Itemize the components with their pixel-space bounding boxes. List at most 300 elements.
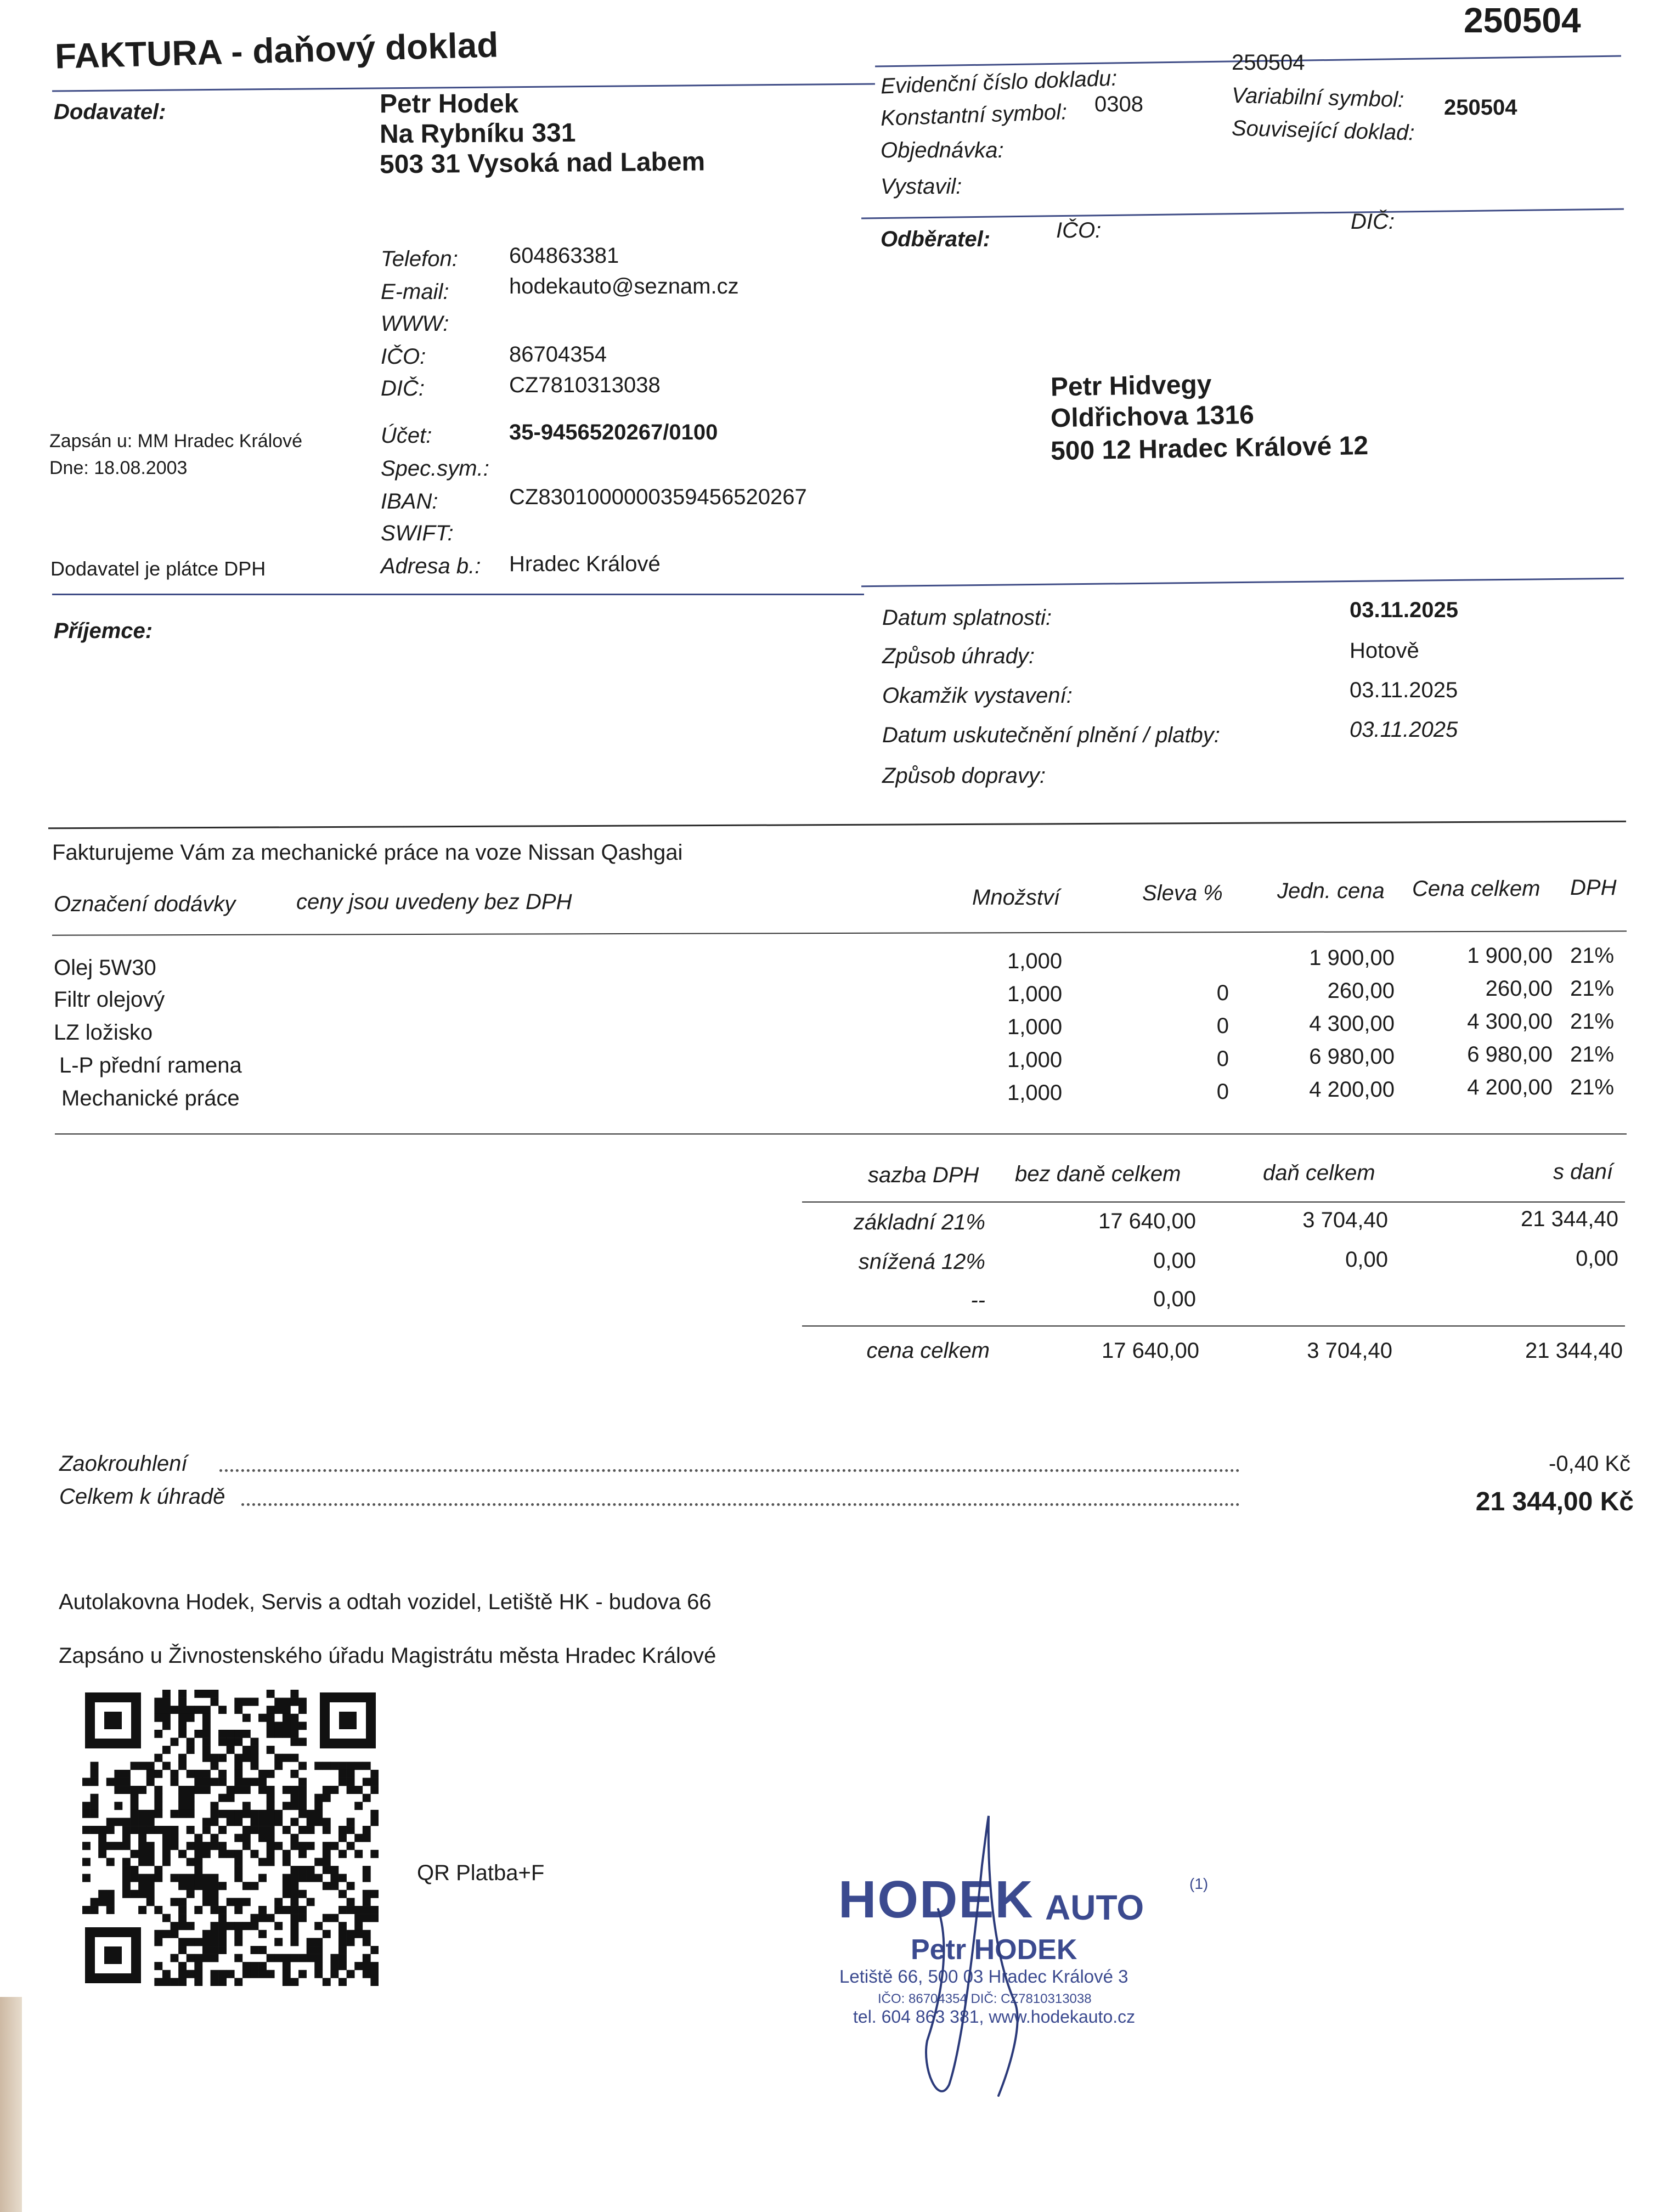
qr-module [290, 1722, 298, 1730]
qr-module [298, 1802, 307, 1810]
qr-module [298, 1970, 307, 1978]
qr-module [258, 1714, 267, 1722]
qr-module [178, 1850, 187, 1858]
item-unit-price: 4 300,00 [1309, 1012, 1395, 1036]
qr-module [138, 1850, 146, 1858]
qr-module [178, 1978, 187, 1986]
qr-module [242, 1826, 251, 1834]
qr-module [218, 1882, 227, 1890]
col-designation: Označení dodávky [54, 892, 236, 916]
qr-module [82, 1858, 91, 1866]
qr-module [138, 1890, 146, 1898]
qr-module [211, 1802, 219, 1810]
qr-module [194, 1906, 202, 1914]
qr-module [106, 1906, 115, 1914]
item-discount: 0 [1216, 1014, 1229, 1038]
qr-module [138, 1858, 146, 1866]
contact-label: Adresa b.: [381, 554, 481, 578]
qr-module [370, 1978, 379, 1986]
vat-total-rule [802, 1325, 1625, 1327]
qr-module [162, 1698, 171, 1706]
qr-module [227, 1970, 235, 1978]
qr-module [131, 1818, 139, 1826]
qr-module [178, 1762, 187, 1770]
qr-module [274, 1810, 283, 1818]
item-name: Olej 5W30 [54, 956, 156, 980]
qr-module [330, 1866, 338, 1874]
qr-module [250, 1914, 258, 1922]
qr-module [202, 1898, 211, 1906]
qr-module [178, 1802, 187, 1810]
qr-module [91, 1762, 99, 1770]
qr-module [194, 1874, 202, 1882]
qr-module [154, 1706, 162, 1714]
qr-module [194, 1954, 202, 1962]
qr-module [283, 1954, 291, 1962]
iban: CZ8301000000359456520267 [509, 485, 807, 509]
qr-module [234, 1810, 242, 1818]
qr-module [323, 1786, 331, 1794]
qr-module [202, 1754, 211, 1762]
vat-rate: snížená 12% [858, 1250, 985, 1274]
qr-module [314, 1946, 323, 1954]
qr-module [274, 1698, 283, 1706]
qr-module [283, 1722, 291, 1730]
item-qty: 1,000 [1007, 1048, 1063, 1072]
qr-module [283, 1874, 291, 1882]
qr-module [290, 1906, 298, 1914]
qr-module [234, 1850, 242, 1858]
qr-module [234, 1978, 242, 1986]
qr-module [114, 1786, 122, 1794]
qr-module [138, 1818, 146, 1826]
qr-label: QR Platba+F [417, 1861, 545, 1885]
qr-module [227, 1818, 235, 1826]
qr-module [267, 1954, 275, 1962]
item-name: L-P přední ramena [59, 1053, 242, 1077]
stamp-brand-suffix: AUTO [1045, 1888, 1144, 1927]
qr-module [91, 1794, 99, 1802]
qr-module [290, 1874, 298, 1882]
due-total-value: 21 344,00 Kč [1475, 1487, 1634, 1516]
item-qty: 1,000 [1007, 1081, 1063, 1105]
qr-module [227, 1794, 235, 1802]
qr-module [122, 1858, 131, 1866]
qr-module [274, 1754, 283, 1762]
qr-module [298, 1722, 307, 1730]
qr-module [227, 1922, 235, 1930]
qr-module [146, 1810, 155, 1818]
qr-module [171, 1978, 179, 1986]
qr-module [242, 1922, 251, 1930]
supplier-rule [52, 594, 864, 595]
qr-module [354, 1850, 363, 1858]
customer-label: Odběratel: [881, 227, 991, 251]
qr-module [234, 1898, 242, 1906]
issue-date: 03.11.2025 [1350, 678, 1458, 702]
bank-account: 35-9456520267/0100 [509, 420, 718, 444]
qr-module [347, 1898, 355, 1906]
qr-module [162, 1914, 171, 1922]
qr-module [290, 1930, 298, 1938]
qr-module [187, 1826, 195, 1834]
qr-module [370, 1778, 379, 1786]
qr-module [314, 1802, 323, 1810]
qr-module [218, 1970, 227, 1978]
item-unit-price: 6 980,00 [1309, 1045, 1395, 1069]
qr-module [171, 1810, 179, 1818]
qr-module [194, 1866, 202, 1874]
qr-module [98, 1842, 106, 1850]
qr-module [178, 1922, 187, 1930]
qr-module [194, 1850, 202, 1858]
qr-module [131, 1826, 139, 1834]
qr-module [162, 1970, 171, 1978]
qr-module [314, 1794, 323, 1802]
order-label: Objednávka: [881, 138, 1004, 162]
col-total: Cena celkem [1412, 877, 1541, 901]
qr-module [194, 1962, 202, 1970]
qr-module [122, 1770, 131, 1778]
qr-module [154, 1770, 162, 1778]
qr-module [154, 1874, 162, 1882]
qr-module [267, 1810, 275, 1818]
qr-module [347, 1842, 355, 1850]
qr-module [178, 1786, 187, 1794]
qr-module [330, 1786, 338, 1794]
item-unit-price: 260,00 [1327, 979, 1395, 1003]
qr-module [274, 1762, 283, 1770]
qr-module [234, 1786, 242, 1794]
qr-module [338, 1770, 347, 1778]
qr-module [267, 1818, 275, 1826]
qr-module [338, 1778, 347, 1786]
qr-module [250, 1882, 258, 1890]
qr-module [211, 1754, 219, 1762]
qr-module [338, 1826, 347, 1834]
qr-module [354, 1906, 363, 1914]
qr-module [202, 1890, 211, 1898]
qr-module [298, 1762, 307, 1770]
qr-module [347, 1826, 355, 1834]
item-name: Mechanické práce [61, 1086, 240, 1110]
qr-module [283, 1730, 291, 1738]
rounding-label: Zaokrouhlení [59, 1452, 188, 1476]
qr-module [162, 1858, 171, 1866]
qr-module [138, 1762, 146, 1770]
qr-module [91, 1802, 99, 1810]
qr-module [234, 1954, 242, 1962]
qr-module [347, 1882, 355, 1890]
qr-module [274, 1922, 283, 1930]
supplier-name: Petr Hodek [380, 89, 519, 119]
vat-rate: základní 21% [853, 1210, 985, 1234]
col-unit-price: Jedn. cena [1277, 879, 1385, 903]
qr-module [202, 1722, 211, 1730]
item-discount: 0 [1216, 981, 1229, 1005]
qr-module [82, 1810, 91, 1818]
customer-name: Petr Hidvegy [1050, 370, 1212, 402]
qr-module [290, 1898, 298, 1906]
qr-module [370, 1946, 379, 1954]
qr-module [211, 1978, 219, 1986]
qr-module [314, 1874, 323, 1882]
contact-value: CZ7810313038 [509, 373, 661, 397]
qr-module [338, 1930, 347, 1938]
qr-module [114, 1770, 122, 1778]
qr-module [98, 1898, 106, 1906]
qr-module [354, 1922, 363, 1930]
qr-module [154, 1906, 162, 1914]
qr-module [187, 1802, 195, 1810]
qr-module [202, 1954, 211, 1962]
qr-module [218, 1938, 227, 1946]
contact-label: Účet: [381, 424, 432, 448]
vat-col-gross: s daní [1553, 1160, 1613, 1184]
qr-module [82, 1842, 91, 1850]
qr-module [290, 1738, 298, 1746]
qr-module [138, 1834, 146, 1842]
qr-module [122, 1866, 131, 1874]
vat-tax: 3 704,40 [1302, 1208, 1388, 1232]
col-discount: Sleva % [1142, 881, 1223, 905]
qr-module [274, 1898, 283, 1906]
qr-module [234, 1858, 242, 1866]
qr-module [211, 1946, 219, 1954]
due-total-label: Celkem k úhradě [59, 1485, 225, 1509]
contact-value: hodekauto@seznam.cz [509, 274, 739, 298]
item-qty: 1,000 [1007, 982, 1063, 1006]
qr-module [218, 1978, 227, 1986]
qr-module [298, 1794, 307, 1802]
registered-date: Dne: 18.08.2003 [49, 458, 188, 478]
qr-module [370, 1786, 379, 1794]
qr-module [338, 1938, 347, 1946]
qr-module [106, 1826, 115, 1834]
rounding-value: -0,40 Kč [1549, 1452, 1630, 1476]
qr-module [242, 1834, 251, 1842]
qr-module [187, 1882, 195, 1890]
qr-module [187, 1922, 195, 1930]
qr-module [242, 1698, 251, 1706]
qr-module [290, 1802, 298, 1810]
qr-module [314, 1962, 323, 1970]
qr-module [323, 1762, 331, 1770]
qr-module [91, 1906, 99, 1914]
qr-module [298, 1954, 307, 1962]
qr-module [338, 1962, 347, 1970]
invoice-number: 250504 [1464, 1, 1581, 40]
qr-module [187, 1858, 195, 1866]
contact-value: 604863381 [509, 244, 619, 268]
qr-module [354, 1962, 363, 1970]
qr-module [354, 1786, 363, 1794]
qr-module [330, 1882, 338, 1890]
qr-module [162, 1978, 171, 1986]
qr-module [290, 1754, 298, 1762]
qr-module [283, 1826, 291, 1834]
item-vat: 21% [1570, 1009, 1615, 1034]
qr-module [267, 1842, 275, 1850]
qr-module [187, 1746, 195, 1754]
qr-module [162, 1850, 171, 1858]
qr-module [258, 1906, 267, 1914]
qr-module [258, 1946, 267, 1954]
date-label: Datum splatnosti: [882, 606, 1052, 630]
qr-module [146, 1890, 155, 1898]
qr-module [258, 1818, 267, 1826]
item-total: 260,00 [1485, 977, 1553, 1001]
qr-module [154, 1802, 162, 1810]
qr-module [347, 1906, 355, 1914]
qr-module [250, 1826, 258, 1834]
qr-module [162, 1690, 171, 1698]
qr-module [298, 1738, 307, 1746]
qr-module [370, 1770, 379, 1778]
qr-module [131, 1850, 139, 1858]
due-date: 03.11.2025 [1350, 598, 1458, 622]
qr-module [274, 1938, 283, 1946]
vat-tax: 0,00 [1345, 1248, 1388, 1272]
qr-module [178, 1722, 187, 1730]
qr-module [307, 1898, 315, 1906]
qr-module [131, 1802, 139, 1810]
qr-module [338, 1954, 347, 1962]
vat-total-label: cena celkem [866, 1339, 990, 1363]
supplier-street: Na Rybníku 331 [379, 118, 576, 149]
qr-module [154, 1794, 162, 1802]
qr-module [267, 1770, 275, 1778]
qr-module [122, 1786, 131, 1794]
qr-module [178, 1690, 187, 1698]
qr-module [202, 1714, 211, 1722]
item-unit-price: 4 200,00 [1309, 1077, 1395, 1102]
customer-dic-label: DIČ: [1351, 210, 1395, 234]
footer-registration: Zapsáno u Živnostenského úřadu Magistrátu města Hradec Králové [59, 1644, 716, 1668]
qr-module [171, 1954, 179, 1962]
qr-module [187, 1954, 195, 1962]
qr-module [122, 1842, 131, 1850]
qr-module [298, 1786, 307, 1794]
qr-module [258, 1778, 267, 1786]
vat-payer-note: Dodavatel je plátce DPH [50, 557, 266, 580]
items-header-rule [52, 930, 1627, 936]
contact-label: WWW: [381, 312, 449, 336]
qr-module [202, 1818, 211, 1826]
qr-module [178, 1874, 187, 1882]
qr-module [211, 1810, 219, 1818]
qr-module [283, 1754, 291, 1762]
contact-label: IČO: [381, 345, 426, 369]
customer-street: Oldřichova 1316 [1050, 400, 1255, 433]
qr-module [234, 1738, 242, 1746]
desk-edge [0, 1997, 22, 2212]
qr-module [154, 1978, 162, 1986]
qr-module [283, 1858, 291, 1866]
variable-symbol-label: Variabilní symbol: [1231, 83, 1404, 112]
stamp-brand: HODEK [838, 1870, 1034, 1929]
qr-module [122, 1818, 131, 1826]
qr-module [298, 1850, 307, 1858]
contact-label: SWIFT: [381, 521, 454, 545]
qr-module [154, 1730, 162, 1738]
evidence-value: 250504 [1232, 50, 1305, 75]
qr-module [234, 1874, 242, 1882]
qr-module [363, 1834, 371, 1842]
qr-module [338, 1922, 347, 1930]
qr-module [347, 1930, 355, 1938]
qr-module [347, 1938, 355, 1946]
item-total: 1 900,00 [1467, 944, 1553, 968]
qr-module [250, 1698, 258, 1706]
qr-module [267, 1826, 275, 1834]
qr-module [234, 1762, 242, 1770]
qr-module [323, 1978, 331, 1986]
item-total: 6 980,00 [1467, 1042, 1553, 1066]
contact-label: DIČ: [381, 376, 425, 400]
qr-module [171, 1930, 179, 1938]
qr-module [131, 1762, 139, 1770]
qr-module [354, 1930, 363, 1938]
qr-module [290, 1882, 298, 1890]
qr-module [242, 1810, 251, 1818]
qr-module [211, 1898, 219, 1906]
customer-ico-label: IČO: [1056, 218, 1102, 242]
qr-module [354, 1762, 363, 1770]
qr-module [323, 1882, 331, 1890]
qr-module [194, 1978, 202, 1986]
qr-module [363, 1906, 371, 1914]
qr-module [146, 1778, 155, 1786]
item-name: Filtr olejový [54, 988, 165, 1012]
qr-module [218, 1930, 227, 1938]
qr-module [218, 1810, 227, 1818]
qr-module [323, 1850, 331, 1858]
performance-date: 03.11.2025 [1350, 718, 1458, 742]
qr-module [330, 1874, 338, 1882]
qr-module [283, 1698, 291, 1706]
qr-module [202, 1690, 211, 1698]
qr-module [154, 1938, 162, 1946]
items-bottom-rule [55, 1133, 1627, 1135]
qr-module [242, 1898, 251, 1906]
qr-module [307, 1866, 315, 1874]
qr-module [98, 1850, 106, 1858]
qr-module [162, 1706, 171, 1714]
date-label: Datum uskutečnění plnění / platby: [882, 723, 1220, 747]
qr-module [283, 1962, 291, 1970]
date-label: Způsob dopravy: [882, 764, 1046, 788]
qr-module [202, 1946, 211, 1954]
qr-module [187, 1874, 195, 1882]
qr-module [234, 1698, 242, 1706]
qr-module [267, 1850, 275, 1858]
qr-module [363, 1954, 371, 1962]
qr-module [267, 1722, 275, 1730]
item-vat: 21% [1570, 1075, 1615, 1099]
vat-total-base: 17 640,00 [1102, 1339, 1199, 1363]
qr-module [363, 1962, 371, 1970]
qr-module [242, 1754, 251, 1762]
qr-module [283, 1786, 291, 1794]
qr-module [162, 1930, 171, 1938]
qr-module [370, 1906, 379, 1914]
qr-module [363, 1762, 371, 1770]
qr-module [363, 1794, 371, 1802]
qr-module [330, 1954, 338, 1962]
qr-module [234, 1834, 242, 1842]
qr-module [290, 1834, 298, 1842]
